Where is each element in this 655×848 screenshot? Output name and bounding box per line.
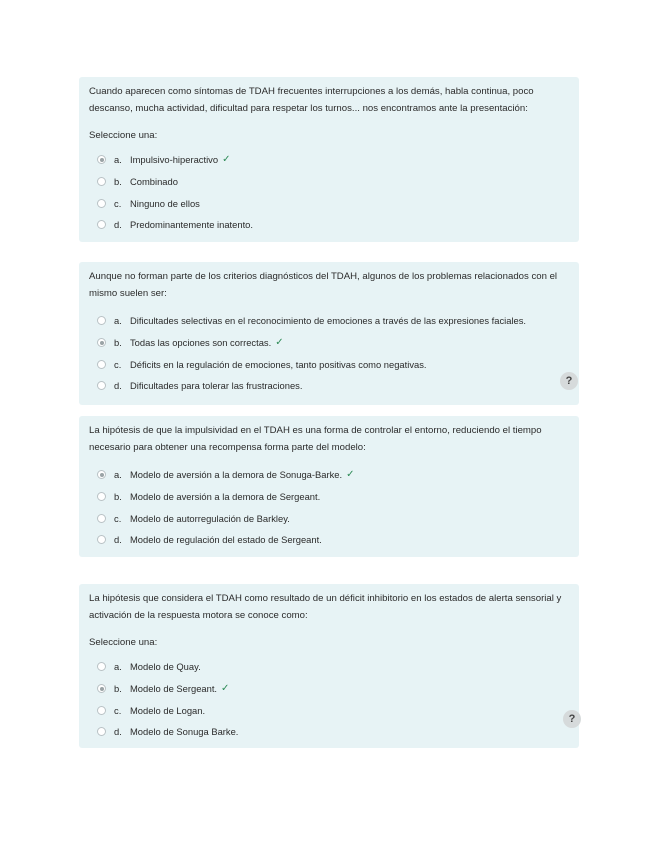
select-prompt: Seleccione una: [89,637,158,648]
answer-option-d[interactable] [89,375,569,397]
radio-button[interactable] [97,470,106,479]
option-letter: a. [114,469,122,481]
answer-option-b[interactable] [89,171,569,193]
option-text: Modelo de autorregulación de Barkley. [130,512,290,524]
check-icon: ✓ [222,154,231,166]
option-text: Impulsivo-hiperactivo [130,154,219,166]
answer-option-d[interactable] [89,721,569,743]
select-prompt: Seleccione una: [89,130,158,141]
option-letter: d. [114,219,122,231]
option-text: Ninguno de ellos [130,197,200,209]
option-text: Modelo de Quay. [130,661,201,673]
question-text: La hipótesis que considera el TDAH como resultado de un déficit inhibitorio en los estados de alerta sensorial y activación de la respuesta motora se conoce como: [89,593,562,621]
option-letter: b. [114,683,122,695]
question-card-2 [79,262,579,405]
option-text: Modelo de Sonuga Barke. [130,726,239,738]
question-card-3 [79,416,579,557]
radio-button[interactable] [97,514,106,523]
option-text: Modelo de aversión a la demora de Sergeant. [130,491,321,503]
option-text: Dificultades selectivas en el reconocimiento de emociones a través de las expresiones faciales. [130,315,527,327]
answer-option-a[interactable] [89,464,569,486]
answer-option-b[interactable] [89,332,569,354]
radio-button[interactable] [97,177,106,186]
help-icon[interactable]: ? [560,372,578,390]
option-letter: a. [114,661,122,673]
option-text: Modelo de Logan. [130,704,206,716]
option-letter: a. [114,315,122,327]
option-letter: d. [114,534,122,546]
option-text: Dificultades para tolerar las frustraciones. [130,380,303,392]
option-text: Combinado [130,176,178,188]
radio-button[interactable] [97,381,106,390]
question-text: Aunque no forman parte de los criterios diagnósticos del TDAH, algunos de los problemas relacionados con el mismo suelen ser: [89,271,558,299]
radio-button[interactable] [97,338,106,347]
option-text: Déficits en la regulación de emociones, tanto positivas como negativas. [130,358,427,370]
answer-option-a[interactable] [89,149,569,171]
option-letter: c. [114,512,122,524]
radio-button[interactable] [97,727,106,736]
answer-option-b[interactable] [89,486,569,508]
question-text: Cuando aparecen como síntomas de TDAH frecuentes interrupciones a los demás, habla continua, poco descanso, mucha actividad, dificultad para respetar los turnos... nos encontramos ante la presentación: [89,86,534,114]
check-icon: ✓ [275,337,284,349]
option-letter: b. [114,337,122,349]
option-text: Modelo de aversión a la demora de Sonuga-Barke. [130,469,343,481]
answer-option-b[interactable] [89,678,569,700]
answer-option-a[interactable] [89,310,569,332]
answer-option-d[interactable] [89,214,569,236]
radio-button[interactable] [97,662,106,671]
option-text: Modelo de regulación del estado de Sergeant. [130,534,322,546]
option-text: Modelo de Sergeant. [130,683,218,695]
radio-button[interactable] [97,220,106,229]
help-icon[interactable]: ? [563,710,581,728]
option-letter: a. [114,154,122,166]
answer-option-c[interactable] [89,699,569,721]
check-icon: ✓ [221,683,230,695]
answer-option-d[interactable] [89,529,569,551]
radio-button[interactable] [97,706,106,715]
option-letter: d. [114,726,122,738]
answer-option-c[interactable] [89,353,569,375]
question-text: La hipótesis de que la impulsividad en el TDAH es una forma de controlar el entorno, reduciendo el tiempo necesario para obtener una recompensa forma parte del modelo: [89,425,542,453]
radio-button[interactable] [97,199,106,208]
question-card-1 [79,77,579,242]
radio-button[interactable] [97,535,106,544]
check-icon: ✓ [346,469,355,481]
option-text: Predominantemente inatento. [130,219,253,231]
answer-option-c[interactable] [89,192,569,214]
radio-button[interactable] [97,684,106,693]
option-letter: b. [114,491,122,503]
option-letter: c. [114,358,122,370]
option-letter: d. [114,380,122,392]
option-letter: c. [114,197,122,209]
option-letter: b. [114,176,122,188]
question-card-4 [79,584,579,748]
radio-button[interactable] [97,360,106,369]
radio-button[interactable] [97,492,106,501]
radio-button[interactable] [97,316,106,325]
option-text: Todas las opciones son correctas. [130,337,272,349]
answer-option-a[interactable] [89,656,569,678]
option-letter: c. [114,704,122,716]
answer-option-c[interactable] [89,507,569,529]
radio-button[interactable] [97,155,106,164]
